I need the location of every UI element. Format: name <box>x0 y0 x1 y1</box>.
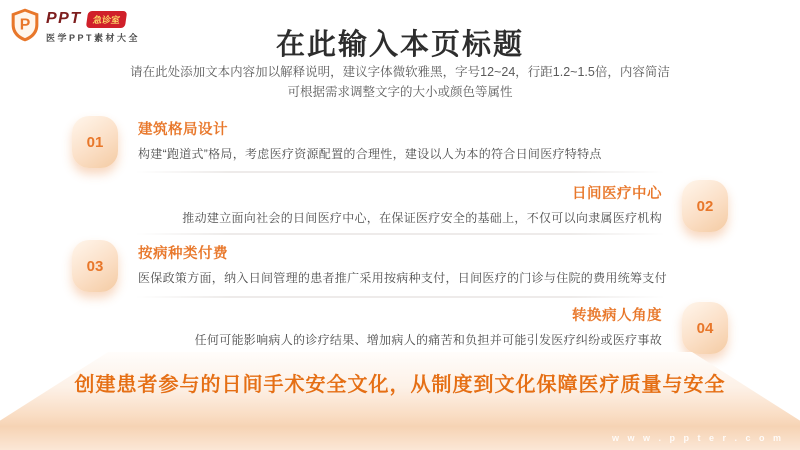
list-item-01 <box>0 114 800 172</box>
list-item-04 <box>0 300 800 358</box>
item-title: 建筑格局设计 <box>138 122 228 138</box>
shield-letter: P <box>19 16 31 34</box>
item-title: 按病种类付费 <box>138 246 228 262</box>
item-content <box>138 118 680 162</box>
list-item-02 <box>0 178 800 236</box>
item-title: 转换病人角度 <box>572 308 662 324</box>
watermark: w w w . p p t e r . c o m <box>611 433 784 443</box>
page-title: 在此输入本页标题 <box>275 29 524 61</box>
brand-badge: 急诊室 <box>85 11 126 28</box>
item-number-badge: 03 <box>72 240 118 292</box>
item-content <box>138 242 680 286</box>
item-number-badge: 02 <box>682 180 728 232</box>
row-divider <box>135 233 665 235</box>
item-number-badge: 04 <box>682 302 728 354</box>
row-divider <box>135 171 665 173</box>
item-description: 推动建立面向社会的日间医疗中心，在保证医疗安全的基础上，不仅可以向隶属医疗机构 <box>182 211 662 225</box>
item-number-badge: 01 <box>72 116 118 168</box>
item-content <box>120 304 662 348</box>
row-divider <box>135 296 665 298</box>
conclusion-banner: 创建患者参与的日间手术安全文化，从制度到文化保障医疗质量与安全 <box>74 374 726 396</box>
page-subtitle <box>0 62 800 102</box>
item-content <box>120 182 662 226</box>
item-description: 构建“跑道式”格局，考虑医疗资源配置的合理性，建设以人为本的符合日间医疗特特点 <box>138 147 602 161</box>
subtitle-line-2: 可根据需求调整文字的大小或颜色等属性 <box>287 85 513 99</box>
item-description: 医保政策方面，纳入日间管理的患者推广采用按病种支付，日间医疗的门诊与住院的费用统筹支付 <box>138 271 667 285</box>
subtitle-line-1: 请在此处添加文本内容加以解释说明，建议字体微软雅黑，字号12~24，行距1.2~1.5倍，内容简洁 <box>130 65 670 79</box>
brand-name: PPT <box>46 10 82 27</box>
item-title: 日间医疗中心 <box>572 186 662 202</box>
list-item-03 <box>0 238 800 296</box>
item-description: 任何可能影响病人的诊疗结果、增加病人的痛苦和负担并可能引发医疗纠纷或医疗事故 <box>194 333 662 347</box>
brand-tagline: 医学PPT素材大全 <box>46 33 141 43</box>
